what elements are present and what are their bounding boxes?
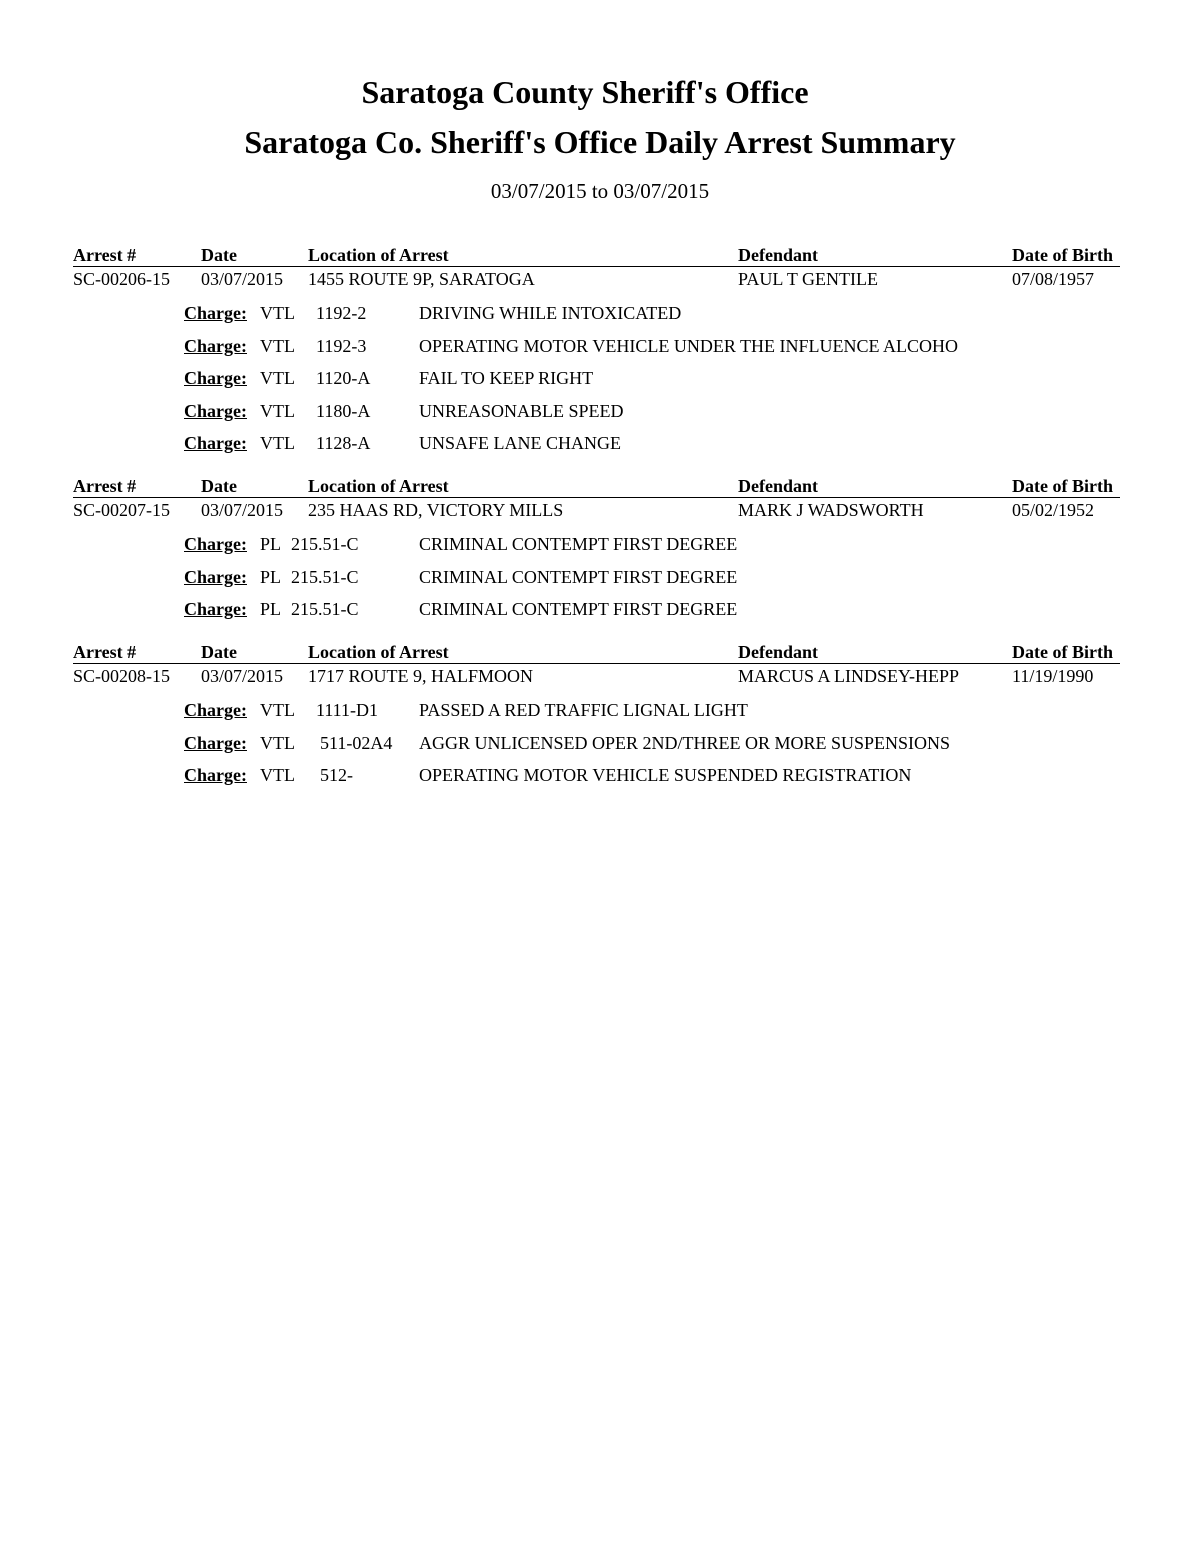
charge-code: 512-: [320, 765, 353, 785]
charge-row: [73, 362, 1120, 395]
charge-label: Charge:: [184, 368, 247, 388]
col-defendant-header: Defendant: [738, 245, 818, 265]
charge-code: 215.51-C: [291, 534, 359, 554]
charge-description: CRIMINAL CONTEMPT FIRST DEGREE: [419, 599, 738, 619]
report-header: [0, 70, 1200, 206]
col-arrest-header: Arrest #: [73, 245, 137, 265]
arrest-record: [73, 475, 1120, 626]
charge-law: VTL: [260, 335, 295, 356]
arrest-date: 03/07/2015: [201, 666, 284, 686]
charge-description: PASSED A RED TRAFFIC LIGNAL LIGHT: [419, 700, 748, 720]
charge-list: [73, 528, 1120, 626]
charge-label: Charge:: [184, 765, 247, 785]
charge-description: FAIL TO KEEP RIGHT: [419, 368, 594, 388]
arrest-date: 03/07/2015: [201, 500, 284, 520]
date-range: 03/07/2015 to 03/07/2015: [490, 179, 710, 203]
column-header-row: [73, 244, 1120, 267]
charge-description: UNSAFE LANE CHANGE: [419, 433, 621, 453]
defendant-name: MARCUS A LINDSEY-HEPP: [738, 666, 960, 686]
charge-label: Charge:: [184, 534, 247, 554]
arrest-row: [73, 664, 1120, 688]
charge-code: 1192-3: [316, 335, 367, 356]
col-location-header: Location of Arrest: [308, 642, 449, 662]
defendant-name: MARK J WADSWORTH: [738, 500, 924, 520]
charge-label: Charge:: [184, 732, 247, 753]
charge-law: VTL: [260, 433, 295, 453]
charge-law: PL: [260, 599, 282, 619]
charge-list: [73, 297, 1120, 460]
charge-law: VTL: [260, 303, 295, 323]
charge-code: 1128-A: [316, 433, 371, 453]
col-dob-header: Date of Birth: [1012, 245, 1113, 265]
charge-label: Charge:: [184, 700, 247, 720]
charge-law: VTL: [260, 765, 295, 785]
col-date-header: Date: [201, 245, 237, 265]
charge-code: 1192-2: [316, 303, 367, 323]
charge-law: VTL: [260, 700, 295, 720]
charge-code: 215.51-C: [291, 566, 359, 587]
charge-label: Charge:: [184, 599, 247, 619]
charge-row: [73, 759, 1120, 792]
charge-law: PL: [260, 566, 282, 587]
charge-label: Charge:: [184, 335, 247, 356]
col-date-header: Date: [201, 642, 237, 662]
col-date-header: Date: [201, 476, 237, 496]
col-location-header: Location of Arrest: [308, 245, 449, 265]
defendant-dob: 11/19/1990: [1012, 666, 1094, 686]
agency-title: Saratoga County Sheriff's Office: [361, 74, 809, 110]
arrest-number: SC-00207-15: [73, 500, 171, 520]
col-defendant-header: Defendant: [738, 476, 818, 496]
defendant-name: PAUL T GENTILE: [738, 269, 879, 289]
charge-description: CRIMINAL CONTEMPT FIRST DEGREE: [419, 534, 738, 554]
arrest-location: 1455 ROUTE 9P, SARATOGA: [308, 269, 535, 289]
charge-label: Charge:: [184, 400, 247, 421]
arrest-number: SC-00208-15: [73, 666, 171, 686]
charge-row: [73, 593, 1120, 626]
charge-row: [73, 330, 1120, 363]
charge-row: [73, 395, 1120, 428]
charge-label: Charge:: [184, 303, 247, 323]
arrest-number: SC-00206-15: [73, 269, 171, 289]
charge-row: [73, 727, 1120, 760]
charge-description: UNREASONABLE SPEED: [419, 400, 624, 421]
charge-description: DRIVING WHILE INTOXICATED: [419, 303, 682, 323]
column-header-row: [73, 641, 1120, 664]
col-arrest-header: Arrest #: [73, 476, 137, 496]
charge-law: VTL: [260, 732, 295, 753]
col-defendant-header: Defendant: [738, 642, 818, 662]
defendant-dob: 05/02/1952: [1012, 500, 1095, 520]
charge-description: OPERATING MOTOR VEHICLE UNDER THE INFLUENCE ALCOHO: [419, 335, 958, 356]
col-location-header: Location of Arrest: [308, 476, 449, 496]
charge-row: [73, 561, 1120, 594]
charge-row: [73, 694, 1120, 727]
charge-description: AGGR UNLICENSED OPER 2ND/THREE OR MORE SUSPENSIONS: [419, 732, 951, 753]
arrest-location: 1717 ROUTE 9, HALFMOON: [308, 666, 533, 686]
charge-label: Charge:: [184, 433, 247, 453]
charge-row: [73, 297, 1120, 330]
col-arrest-header: Arrest #: [73, 642, 137, 662]
charge-code: 511-02A4: [320, 732, 393, 753]
charge-law: VTL: [260, 400, 295, 421]
arrest-location: 235 HAAS RD, VICTORY MILLS: [308, 500, 564, 520]
col-dob-header: Date of Birth: [1012, 476, 1113, 496]
report-title: Saratoga Co. Sheriff's Office Daily Arrest Summary: [244, 124, 956, 160]
charge-law: PL: [260, 534, 282, 554]
col-dob-header: Date of Birth: [1012, 642, 1113, 662]
arrest-row: [73, 498, 1120, 522]
charge-description: CRIMINAL CONTEMPT FIRST DEGREE: [419, 566, 738, 587]
arrest-row: [73, 267, 1120, 291]
charge-code: 1120-A: [316, 368, 371, 388]
arrest-record: [73, 244, 1120, 460]
defendant-dob: 07/08/1957: [1012, 269, 1095, 289]
charge-description: OPERATING MOTOR VEHICLE SUSPENDED REGISTRATION: [419, 765, 912, 785]
charge-list: [73, 694, 1120, 792]
column-header-row: [73, 475, 1120, 498]
charge-law: VTL: [260, 368, 295, 388]
charge-row: [73, 427, 1120, 460]
charge-label: Charge:: [184, 566, 247, 587]
charge-code: 1180-A: [316, 400, 371, 421]
charge-row: [73, 528, 1120, 561]
arrest-record: [73, 641, 1120, 792]
charge-code: 1111-D1: [316, 700, 378, 720]
charge-code: 215.51-C: [291, 599, 359, 619]
arrest-date: 03/07/2015: [201, 269, 284, 289]
